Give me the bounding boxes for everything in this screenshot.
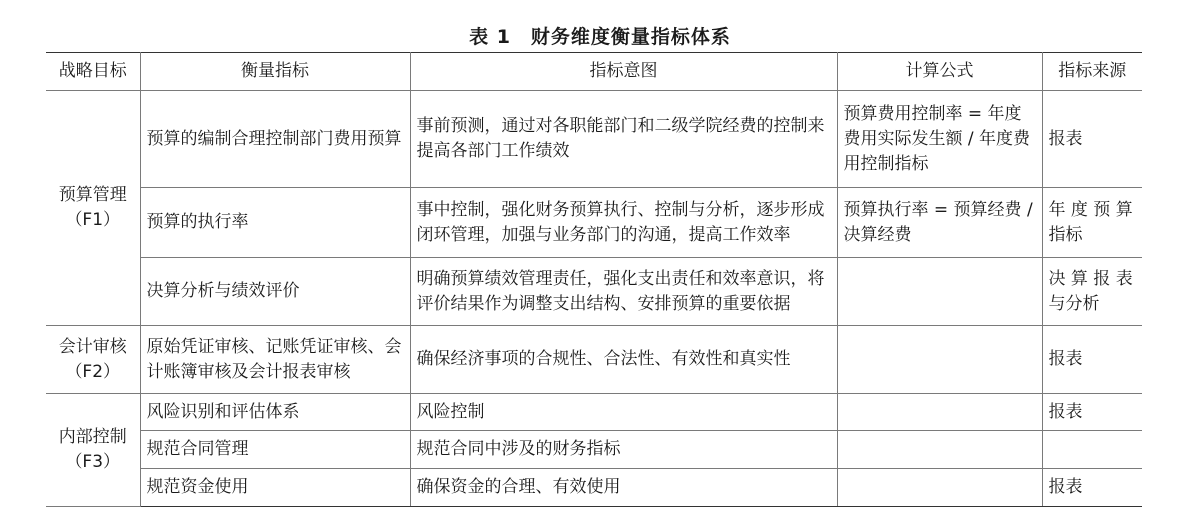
table-row bbox=[46, 469, 1142, 507]
table-caption: 表 1 财务维度衡量指标体系 bbox=[469, 26, 731, 48]
goal-cell: 预算管理 （F1） bbox=[46, 91, 140, 326]
formula-cell bbox=[837, 258, 1042, 326]
header-formula: 计算公式 bbox=[837, 53, 1042, 91]
formula-cell: 预算费用控制率 = 年度费用实际发生额 / 年度费用控制指标 bbox=[837, 91, 1042, 188]
table-row bbox=[46, 326, 1142, 394]
intent-cell: 明确预算绩效管理责任，强化支出责任和效率意识，将评价结果作为调整支出结构、安排预算的重要依据 bbox=[410, 258, 837, 326]
intent-cell: 风险控制 bbox=[410, 394, 837, 431]
table-row bbox=[46, 431, 1142, 469]
intent-cell: 规范合同中涉及的财务指标 bbox=[410, 431, 837, 469]
source-cell: 决 算 报 表 与分析 bbox=[1042, 258, 1142, 326]
formula-cell bbox=[837, 326, 1042, 394]
source-cell: 报表 bbox=[1042, 394, 1142, 431]
header-indicator: 衡量指标 bbox=[140, 53, 410, 91]
header-intent: 指标意图 bbox=[410, 53, 837, 91]
intent-cell: 事中控制，强化财务预算执行、控制与分析，逐步形成闭环管理，加强与业务部门的沟通，提高工作效率 bbox=[410, 188, 837, 258]
source-cell: 报表 bbox=[1042, 469, 1142, 507]
intent-cell: 事前预测，通过对各职能部门和二级学院经费的控制来提高各部门工作绩效 bbox=[410, 91, 837, 188]
indicator-cell: 预算的执行率 bbox=[140, 188, 410, 258]
table-row bbox=[46, 258, 1142, 326]
formula-cell bbox=[837, 431, 1042, 469]
table-row bbox=[46, 91, 1142, 188]
formula-cell bbox=[837, 394, 1042, 431]
header-goal: 战略目标 bbox=[46, 53, 140, 91]
formula-cell: 预算执行率 = 预算经费 / 决算经费 bbox=[837, 188, 1042, 258]
table-row bbox=[46, 394, 1142, 431]
indicator-cell: 规范合同管理 bbox=[140, 431, 410, 469]
header-source: 指标来源 bbox=[1042, 53, 1142, 91]
table-row bbox=[46, 188, 1142, 258]
indicator-cell: 风险识别和评估体系 bbox=[140, 394, 410, 431]
intent-cell: 确保资金的合理、有效使用 bbox=[410, 469, 837, 507]
goal-cell: 内部控制 （F3） bbox=[46, 394, 140, 507]
source-cell: 报表 bbox=[1042, 91, 1142, 188]
formula-cell bbox=[837, 469, 1042, 507]
indicator-cell: 决算分析与绩效评价 bbox=[140, 258, 410, 326]
source-cell: 报表 bbox=[1042, 326, 1142, 394]
intent-cell: 确保经济事项的合规性、合法性、有效性和真实性 bbox=[410, 326, 837, 394]
indicator-cell: 原始凭证审核、记账凭证审核、会计账簿审核及会计报表审核 bbox=[140, 326, 410, 394]
header-row bbox=[46, 53, 1142, 91]
goal-cell: 会计审核 （F2） bbox=[46, 326, 140, 394]
indicator-cell: 规范资金使用 bbox=[140, 469, 410, 507]
indicator-table bbox=[46, 52, 1142, 507]
indicator-cell: 预算的编制合理控制部门费用预算 bbox=[140, 91, 410, 188]
source-cell bbox=[1042, 431, 1142, 469]
source-cell: 年 度 预 算 指标 bbox=[1042, 188, 1142, 258]
